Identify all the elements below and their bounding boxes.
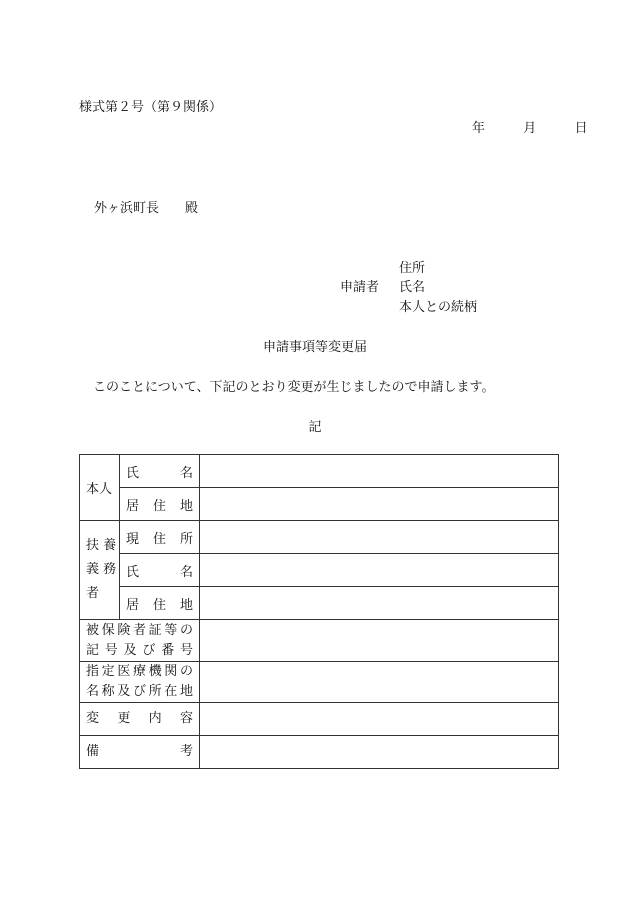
insurance-label: 被 保 険 者 証 等 の 記 号 及 び 番 号 <box>80 620 200 662</box>
fuyou-current-address-field[interactable] <box>200 521 559 554</box>
table-row <box>80 455 559 488</box>
body-text: このことについて、下記のとおり変更が生じましたので申請します。 <box>93 380 495 395</box>
change-details-field[interactable] <box>200 703 559 736</box>
ki-marker: 記 <box>308 420 322 435</box>
addressee-name: 外ヶ浜町長 <box>94 201 160 216</box>
table-row <box>80 736 559 769</box>
applicant-label: 申請者 <box>340 280 380 295</box>
addressee <box>94 197 198 216</box>
table-row <box>80 662 559 703</box>
table-row <box>80 521 559 554</box>
document-title: 申請事項等変更届 <box>262 340 367 355</box>
applicant-relationship-label: 本人との続柄 <box>399 300 478 315</box>
honin-label: 本人 <box>80 455 120 521</box>
fuyou-residence-label: 居 住 地 <box>120 587 200 620</box>
date-year: 年 <box>472 121 486 136</box>
date-day: 日 <box>574 121 588 136</box>
honin-name-label: 氏 名 <box>120 455 200 488</box>
table-row <box>80 703 559 736</box>
remarks-label: 備 考 <box>80 736 200 769</box>
applicant-address-label: 住所 <box>399 261 426 276</box>
honin-residence-field[interactable] <box>200 488 559 521</box>
form-number: 様式第２号（第９関係） <box>79 100 223 115</box>
change-details-label: 変 更 内 容 <box>80 703 200 736</box>
institution-field[interactable] <box>200 662 559 703</box>
change-form-table <box>79 454 559 769</box>
institution-label: 指 定 医 療 機 関 の 名 称 及 び 所 在 地 <box>80 662 200 703</box>
honin-name-field[interactable] <box>200 455 559 488</box>
fuyou-label: 扶 養 義 務 者 <box>80 521 120 620</box>
addressee-honorific: 殿 <box>185 201 199 216</box>
fuyou-name-label: 氏 名 <box>120 554 200 587</box>
table-row <box>80 488 559 521</box>
table-row <box>80 554 559 587</box>
fuyou-residence-field[interactable] <box>200 587 559 620</box>
remarks-field[interactable] <box>200 736 559 769</box>
fuyou-current-address-label: 現 住 所 <box>120 521 200 554</box>
fuyou-name-field[interactable] <box>200 554 559 587</box>
insurance-field[interactable] <box>200 620 559 662</box>
date-line <box>472 117 588 136</box>
table-row <box>80 620 559 662</box>
table-row <box>80 587 559 620</box>
applicant-name-label: 氏名 <box>399 280 426 295</box>
date-month: 月 <box>523 121 537 136</box>
honin-residence-label: 居 住 地 <box>120 488 200 521</box>
